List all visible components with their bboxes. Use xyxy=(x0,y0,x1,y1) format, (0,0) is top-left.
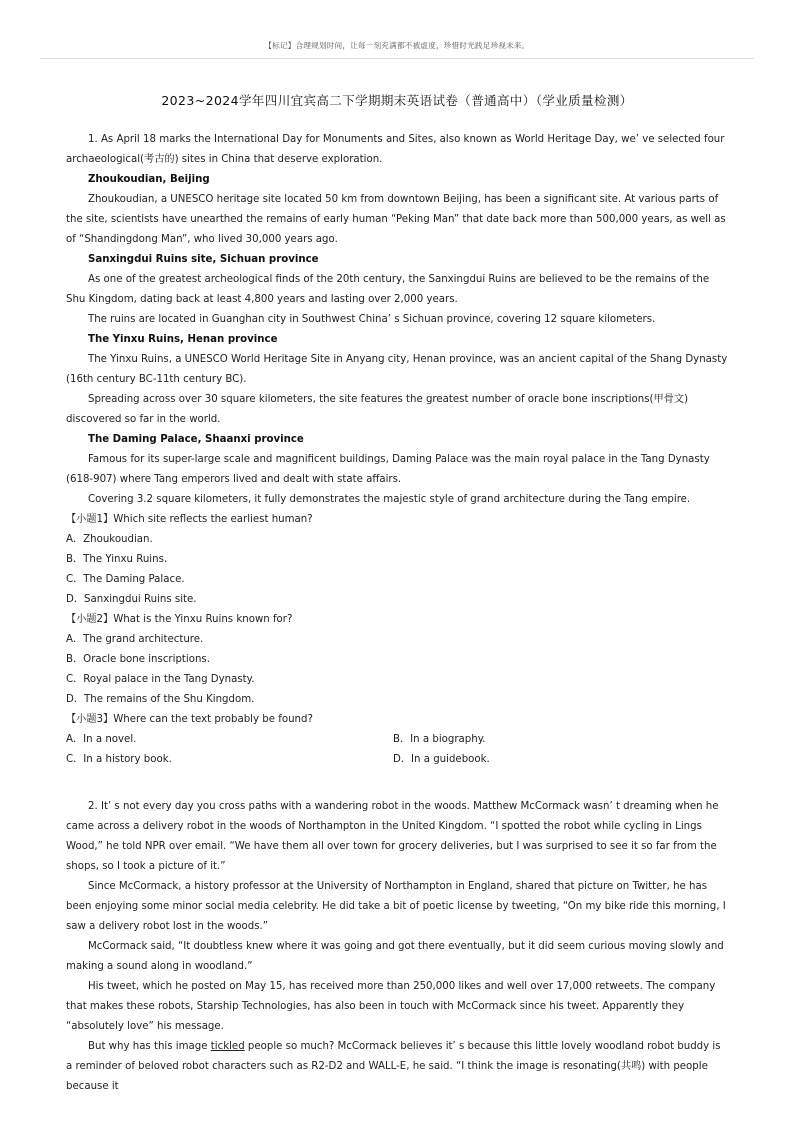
question-1-stem: 【小题1】Which site reflects the earliest human? xyxy=(66,514,313,525)
section-paragraph: The Yinxu Ruins, a UNESCO World Heritage Site in Anyang city, Henan province, was an ancient capital of the Shang Dynasty (16th century BC-11th century BC). xyxy=(66,354,728,385)
question-2-option-a[interactable]: A．The grand architecture. xyxy=(66,634,204,645)
question-1-option-c[interactable]: C．The Daming Palace. xyxy=(66,574,185,585)
passage2-text-after: people so much? McCormack believes it’ s because this little lovely woodland robot buddy is a reminder of beloved robot characters such as R2-D2 and WALL-E, he said. “I think the image is resonating(共鸣) with people because it xyxy=(66,1041,721,1092)
question-3-stem: 【小题3】Where can the text probably be found? xyxy=(66,714,313,725)
passage2-paragraph: Since McCormack, a history professor at the University of Northampton in England, shared that picture on Twitter, he has been enjoying some minor social media celebrity. He did take a bit of poetic license by tweeting, “On my bike ride this morning, I saw a delivery robot lost in the woods.” xyxy=(66,881,726,932)
question-3-option-c[interactable]: C．In a history book. xyxy=(66,754,172,765)
header-divider xyxy=(40,58,754,59)
passage2-paragraph: 2. It’ s not every day you cross paths with a wandering robot in the woods. Matthew McCormack wasn’ t dreaming when he came across a delivery robot in the woods of Northampton in the United Kingdom. “I spotted the robot while cycling in Lings Wood,” he told NPR over email. “We have them all over town for grocery deliveries, but I was surprised to see it so far from the shops, so I took a picture of it.” xyxy=(66,801,719,872)
exam-content xyxy=(66,130,728,1097)
question-3-option-a[interactable]: A．In a novel. xyxy=(66,734,137,745)
section-paragraph: Covering 3.2 square kilometers, it fully demonstrates the majestic style of grand architecture during the Tang empire. xyxy=(88,494,691,505)
section-gap xyxy=(66,770,728,797)
question-2-stem: 【小题2】What is the Yinxu Ruins known for? xyxy=(66,614,293,625)
question-3-options-row-2 xyxy=(66,750,728,770)
section-heading-daming: The Daming Palace, Shaanxi province xyxy=(88,434,304,445)
question-3-option-d[interactable]: D．In a guidebook. xyxy=(393,754,490,765)
passage1-intro: 1. As April 18 marks the International Day for Monuments and Sites, also known as World Heritage Day, we’ ve selected four archaeological(考古的) sites in China that deserve exploration. xyxy=(66,134,725,165)
question-2-option-b[interactable]: B．Oracle bone inscriptions. xyxy=(66,654,210,665)
section-paragraph: Famous for its super-large scale and magnificent buildings, Daming Palace was the main royal palace in the Tang Dynasty (618-907) where Tang emperors lived and dealt with state affairs. xyxy=(66,454,710,485)
passage2-paragraph: His tweet, which he posted on May 15, has received more than 250,000 likes and well over 17,000 retweets. The company that makes these robots, Starship Technologies, has also been in touch with McCormack since his tweet. Apparently they “absolutely love” his message. xyxy=(66,981,716,1032)
section-heading-sanxingdui: Sanxingdui Ruins site, Sichuan province xyxy=(88,254,319,265)
question-2-option-d[interactable]: D．The remains of the Shu Kingdom. xyxy=(66,694,255,705)
question-3-option-b[interactable]: B．In a biography. xyxy=(393,734,486,745)
section-paragraph: The ruins are located in Guanghan city in Southwest China’ s Sichuan province, covering 12 square kilometers. xyxy=(88,314,656,325)
underlined-word-tickled: tickled xyxy=(210,1041,245,1052)
section-heading-yinxu: The Yinxu Ruins, Henan province xyxy=(88,334,278,345)
question-1-option-b[interactable]: B．The Yinxu Ruins. xyxy=(66,554,168,565)
section-paragraph: Zhoukoudian, a UNESCO heritage site located 50 km from downtown Beijing, has been a significant site. At various parts of the site, scientists have unearthed the remains of early human “Peking Man” that date back more than 500,000 years, as well as of “Shandingdong Man”, who lived 30,000 years ago. xyxy=(66,194,726,245)
section-paragraph: Spreading across over 30 square kilometers, the site features the greatest number of oracle bone inscriptions(甲骨文) discovered so far in the world. xyxy=(66,394,689,425)
question-2-option-c[interactable]: C．Royal palace in the Tang Dynasty. xyxy=(66,674,255,685)
header-note: 【标记】合理规划时间，让每一刻充满都不被虚度，珍惜时光践足珍视未来。 xyxy=(264,41,530,50)
passage2-paragraph-last xyxy=(66,1037,728,1097)
passage2-text-before: But why has this image xyxy=(88,1041,211,1052)
passage2-paragraph: McCormack said, “It doubtless knew where it was going and got there eventually, but it did seem curious moving slowly and making a sound along in woodland.” xyxy=(66,941,724,972)
question-3-options-row-1 xyxy=(66,730,728,750)
section-heading-zhoukoudian: Zhoukoudian, Beijing xyxy=(88,174,210,185)
question-1-option-a[interactable]: A．Zhoukoudian. xyxy=(66,534,153,545)
question-1-option-d[interactable]: D．Sanxingdui Ruins site. xyxy=(66,594,197,605)
section-paragraph: As one of the greatest archeological finds of the 20th century, the Sanxingdui Ruins are believed to be the remains of the Shu Kingdom, dating back at least 4,800 years and lasting over 2,000 years. xyxy=(66,274,710,305)
exam-title: 2023~2024学年四川宜宾高二下学期期末英语试卷（普通高中）（学业质量检测） xyxy=(161,93,633,108)
